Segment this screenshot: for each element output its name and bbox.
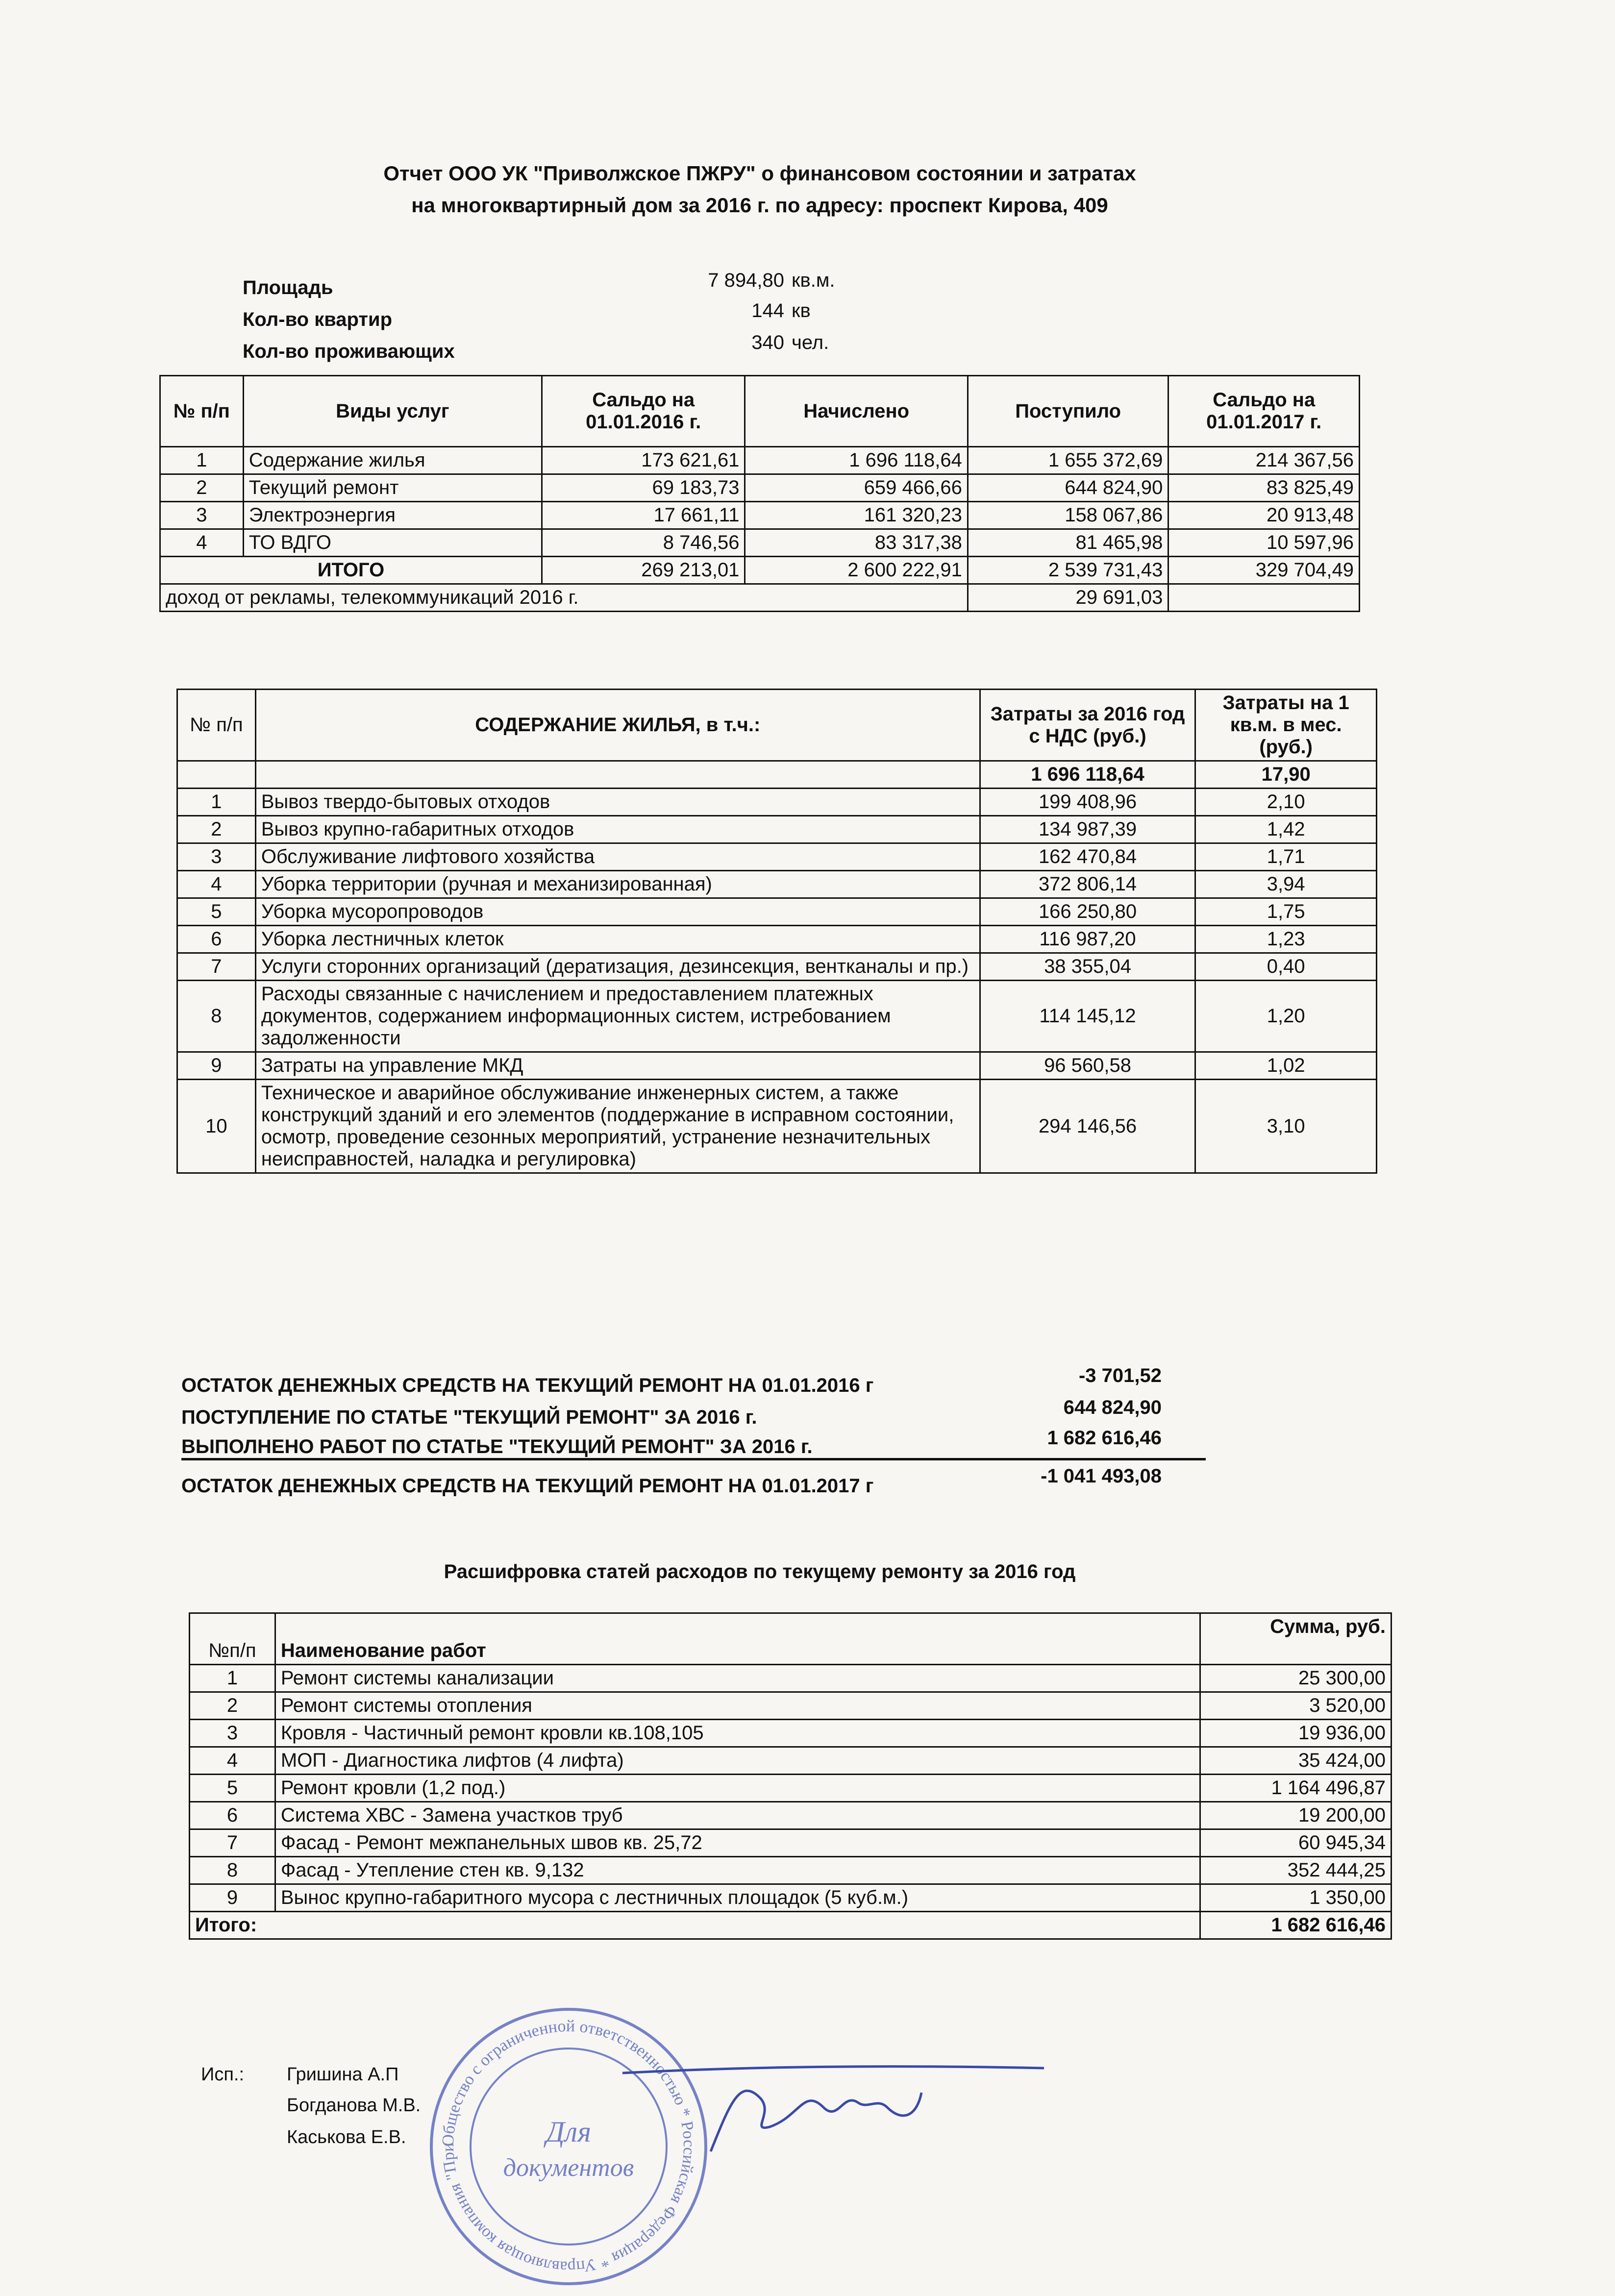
col-header-maintenance: СОДЕРЖАНИЕ ЖИЛЬЯ, в т.ч.: [255, 690, 980, 761]
table-row [190, 1857, 1391, 1884]
service-name: Электроэнергия [243, 502, 542, 529]
table-row [177, 898, 1377, 926]
row-number: 8 [190, 1857, 275, 1884]
summary-divider [181, 1458, 1206, 1460]
flats-label: Кол-во квартир [243, 309, 393, 330]
item-cost: 134 987,39 [980, 816, 1195, 843]
table-row [177, 1052, 1377, 1080]
total-label: ИТОГО [160, 557, 542, 584]
maintenance-item: Услуги сторонних организаций (дератизация, дезинсекция, вентканалы и пр.) [255, 953, 980, 981]
service-name: ТО ВДГО [243, 529, 542, 557]
balance-2017: 20 913,48 [1168, 502, 1360, 529]
received: 81 465,98 [968, 529, 1168, 557]
table-row [190, 1802, 1391, 1829]
row-number: 1 [177, 789, 256, 816]
row-number: 9 [177, 1052, 256, 1080]
charged: 1 696 118,64 [745, 447, 968, 474]
stamp-outer-text: Общество с ограниченной ответственностью * Российская Федерация * Управляющая компания "При [439, 2017, 698, 2276]
residents-unit: чел. [792, 332, 829, 353]
item-rate: 0,40 [1195, 953, 1377, 981]
signature-name-3: Каськова Е.В. [287, 2127, 406, 2148]
residents-value: 340 [751, 332, 784, 353]
table-row [177, 843, 1377, 871]
item-cost: 162 470,84 [980, 843, 1195, 871]
empty-cell [177, 761, 256, 789]
maintenance-item: Уборка мусоропроводов [255, 898, 980, 926]
maintenance-item: Обслуживание лифтового хозяйства [255, 843, 980, 871]
table-row [177, 816, 1377, 843]
work-name: Фасад - Ремонт межпанельных швов кв. 25,72 [275, 1829, 1200, 1857]
repair-balance-start-label: ОСТАТОК ДЕНЕЖНЫХ СРЕДСТВ НА ТЕКУЩИЙ РЕМОНТ НА 01.01.2016 г [181, 1375, 874, 1396]
table-row [160, 502, 1360, 529]
charged: 659 466,66 [745, 474, 968, 502]
repair-table [189, 1612, 1392, 1940]
table-row [160, 529, 1360, 557]
maintenance-item: Уборка территории (ручная и механизированная) [255, 871, 980, 898]
ads-income-empty [1168, 584, 1360, 612]
table-row [190, 1775, 1391, 1802]
ads-income-value: 29 691,03 [968, 584, 1168, 612]
work-sum: 352 444,25 [1200, 1857, 1391, 1884]
table-row [177, 1080, 1377, 1173]
row-number: 3 [160, 502, 244, 529]
item-cost: 166 250,80 [980, 898, 1195, 926]
maintenance-item: Уборка лестничных клеток [255, 926, 980, 953]
item-rate: 1,75 [1195, 898, 1377, 926]
work-name: Система ХВС - Замена участков труб [275, 1802, 1200, 1829]
work-name: Ремонт системы отопления [275, 1692, 1200, 1720]
repair-total-row [190, 1912, 1391, 1939]
handwritten-signature [613, 2034, 1054, 2171]
work-name: Фасад - Утепление стен кв. 9,132 [275, 1857, 1200, 1884]
work-sum: 3 520,00 [1200, 1692, 1391, 1720]
item-cost: 116 987,20 [980, 926, 1195, 953]
col-header-received: Поступило [968, 376, 1168, 447]
table-row [190, 1884, 1391, 1912]
work-name: Вынос крупно-габаритного мусора с лестничных площадок (5 куб.м.) [275, 1884, 1200, 1912]
item-rate: 3,10 [1195, 1080, 1377, 1173]
row-number: 5 [177, 898, 256, 926]
row-number: 7 [190, 1829, 275, 1857]
table-row [160, 447, 1360, 474]
repair-done-value: 1 682 616,46 [1047, 1427, 1162, 1449]
table-row [177, 981, 1377, 1052]
row-number: 1 [160, 447, 244, 474]
repair-table-caption: Расшифровка статей расходов по текущему ремонту за 2016 год [444, 1561, 1076, 1582]
table-row [177, 926, 1377, 953]
signature-name-2: Богданова М.В. [287, 2095, 421, 2116]
item-rate: 3,94 [1195, 871, 1377, 898]
received: 1 655 372,69 [968, 447, 1168, 474]
report-title-line2: на многоквартирный дом за 2016 г. по адресу: проспект Кирова, 409 [411, 194, 1108, 217]
row-number: 9 [190, 1884, 275, 1912]
item-rate: 2,10 [1195, 789, 1377, 816]
item-cost: 38 355,04 [980, 953, 1195, 981]
maintenance-header-row [177, 690, 1377, 761]
table-row [190, 1665, 1391, 1692]
item-rate: 1,02 [1195, 1052, 1377, 1080]
row-number: 7 [177, 953, 256, 981]
empty-cell [255, 761, 980, 789]
col-header-balance-2017: Сальдо на 01.01.2017 г. [1168, 376, 1360, 447]
work-sum: 19 200,00 [1200, 1802, 1391, 1829]
row-number: 2 [190, 1692, 275, 1720]
repair-done-label: ВЫПОЛНЕНО РАБОТ ПО СТАТЬЕ "ТЕКУЩИЙ РЕМОНТ" ЗА 2016 г. [181, 1436, 813, 1457]
work-name: Ремонт системы канализации [275, 1665, 1200, 1692]
balance-2016: 8 746,56 [542, 529, 745, 557]
services-table [159, 375, 1360, 612]
table-row [190, 1829, 1391, 1857]
total-received: 2 539 731,43 [968, 557, 1168, 584]
repair-total-label: Итого: [190, 1912, 1200, 1939]
row-number: 10 [177, 1080, 256, 1173]
col-header-charged: Начислено [745, 376, 968, 447]
repair-total-value: 1 682 616,46 [1200, 1912, 1391, 1939]
row-number: 4 [160, 529, 244, 557]
item-cost: 372 806,14 [980, 871, 1195, 898]
work-sum: 1 350,00 [1200, 1884, 1391, 1912]
work-sum: 60 945,34 [1200, 1829, 1391, 1857]
signature-name-1: Гришина А.П [287, 2064, 399, 2085]
col-header-number: № п/п [160, 376, 244, 447]
item-rate: 1,20 [1195, 981, 1377, 1052]
work-sum: 25 300,00 [1200, 1665, 1391, 1692]
balance-2017: 83 825,49 [1168, 474, 1360, 502]
service-name: Содержание жилья [243, 447, 542, 474]
table-row [177, 789, 1377, 816]
col-header-service: Виды услуг [243, 376, 542, 447]
charged: 83 317,38 [745, 529, 968, 557]
item-cost: 199 408,96 [980, 789, 1195, 816]
work-sum: 19 936,00 [1200, 1720, 1391, 1747]
residents-label: Кол-во проживающих [243, 341, 455, 362]
maintenance-item: Техническое и аварийное обслуживание инженерных систем, а также конструкций зданий и его элементов (поддержание в исправном состоянии, осмотр, проведение сезонных мероприятий, устранение незначительных неисправностей, наладка и регулировка) [255, 1080, 980, 1173]
work-name: Ремонт кровли (1,2 под.) [275, 1775, 1200, 1802]
services-header-row [160, 376, 1360, 447]
row-number: 5 [190, 1775, 275, 1802]
balance-2016: 69 183,73 [542, 474, 745, 502]
table-row [177, 953, 1377, 981]
col-header-balance-2016: Сальдо на 01.01.2016 г. [542, 376, 745, 447]
repair-balance-end-label: ОСТАТОК ДЕНЕЖНЫХ СРЕДСТВ НА ТЕКУЩИЙ РЕМОНТ НА 01.01.2017 г [181, 1475, 874, 1497]
maintenance-item: Расходы связанные с начислением и предоставлением платежных документов, содержанием информационных систем, истребованием задолженности [255, 981, 980, 1052]
row-number: 1 [190, 1665, 275, 1692]
item-cost: 96 560,58 [980, 1052, 1195, 1080]
row-number: 4 [190, 1747, 275, 1775]
repair-header-row [190, 1613, 1391, 1665]
item-cost: 114 145,12 [980, 981, 1195, 1052]
table-row [190, 1692, 1391, 1720]
maintenance-item: Вывоз крупно-габаритных отходов [255, 816, 980, 843]
item-rate: 1,23 [1195, 926, 1377, 953]
table-row [190, 1720, 1391, 1747]
charged: 161 320,23 [745, 502, 968, 529]
work-sum: 1 164 496,87 [1200, 1775, 1391, 1802]
table-row [190, 1747, 1391, 1775]
ads-income-label: доход от рекламы, телекоммуникаций 2016 г. [160, 584, 968, 612]
row-number: 3 [177, 843, 256, 871]
col-header-rate: Затраты на 1 кв.м. в мес. (руб.) [1195, 690, 1377, 761]
maintenance-item: Вывоз твердо-бытовых отходов [255, 789, 980, 816]
flats-unit: кв [792, 300, 811, 321]
report-title-line1: Отчет ООО УК "Приволжское ПЖРУ" о финансовом состоянии и затратах [383, 162, 1136, 185]
total-charged: 2 600 222,91 [745, 557, 968, 584]
table-row [160, 474, 1360, 502]
row-number: 6 [190, 1802, 275, 1829]
col-header-sum: Сумма, руб. [1200, 1613, 1391, 1665]
item-rate: 1,71 [1195, 843, 1377, 871]
total-row [160, 557, 1360, 584]
col-header-number: № п/п [177, 690, 256, 761]
row-number: 3 [190, 1720, 275, 1747]
row-number: 2 [160, 474, 244, 502]
row-number: 2 [177, 816, 256, 843]
received: 158 067,86 [968, 502, 1168, 529]
flats-value: 144 [751, 300, 784, 321]
balance-2016: 17 661,11 [542, 502, 745, 529]
balance-2017: 214 367,56 [1168, 447, 1360, 474]
col-header-number: №п/п [190, 1613, 275, 1665]
ads-income-row [160, 584, 1360, 612]
signatures-prefix: Исп.: [201, 2064, 245, 2085]
balance-2017: 10 597,96 [1168, 529, 1360, 557]
total-balance-2017: 329 704,49 [1168, 557, 1360, 584]
maintenance-total-row [177, 761, 1377, 789]
work-name: Кровля - Частичный ремонт кровли кв.108,105 [275, 1720, 1200, 1747]
col-header-cost: Затраты за 2016 год с НДС (руб.) [980, 690, 1195, 761]
table-row [177, 871, 1377, 898]
repair-balance-end-value: -1 041 493,08 [1041, 1465, 1162, 1487]
item-rate: 1,42 [1195, 816, 1377, 843]
service-name: Текущий ремонт [243, 474, 542, 502]
item-cost: 294 146,56 [980, 1080, 1195, 1173]
total-cost: 1 696 118,64 [980, 761, 1195, 789]
repair-income-value: 644 824,90 [1063, 1397, 1162, 1418]
row-number: 6 [177, 926, 256, 953]
area-value: 7 894,80 [708, 270, 784, 291]
total-rate: 17,90 [1195, 761, 1377, 789]
area-label: Площадь [243, 277, 333, 298]
row-number: 8 [177, 981, 256, 1052]
maintenance-table [176, 689, 1377, 1174]
total-balance-2016: 269 213,01 [542, 557, 745, 584]
stamp-center-line1: Для [546, 2116, 592, 2148]
area-unit: кв.м. [792, 270, 835, 291]
maintenance-item: Затраты на управление МКД [255, 1052, 980, 1080]
repair-income-label: ПОСТУПЛЕНИЕ ПО СТАТЬЕ "ТЕКУЩИЙ РЕМОНТ" ЗА 2016 г. [181, 1407, 757, 1428]
repair-balance-start-value: -3 701,52 [1078, 1365, 1162, 1386]
stamp-center-line2: документов [503, 2154, 634, 2182]
work-sum: 35 424,00 [1200, 1747, 1391, 1775]
balance-2016: 173 621,61 [542, 447, 745, 474]
work-name: МОП - Диагностика лифтов (4 лифта) [275, 1747, 1200, 1775]
received: 644 824,90 [968, 474, 1168, 502]
row-number: 4 [177, 871, 256, 898]
col-header-work: Наименование работ [275, 1613, 1200, 1665]
